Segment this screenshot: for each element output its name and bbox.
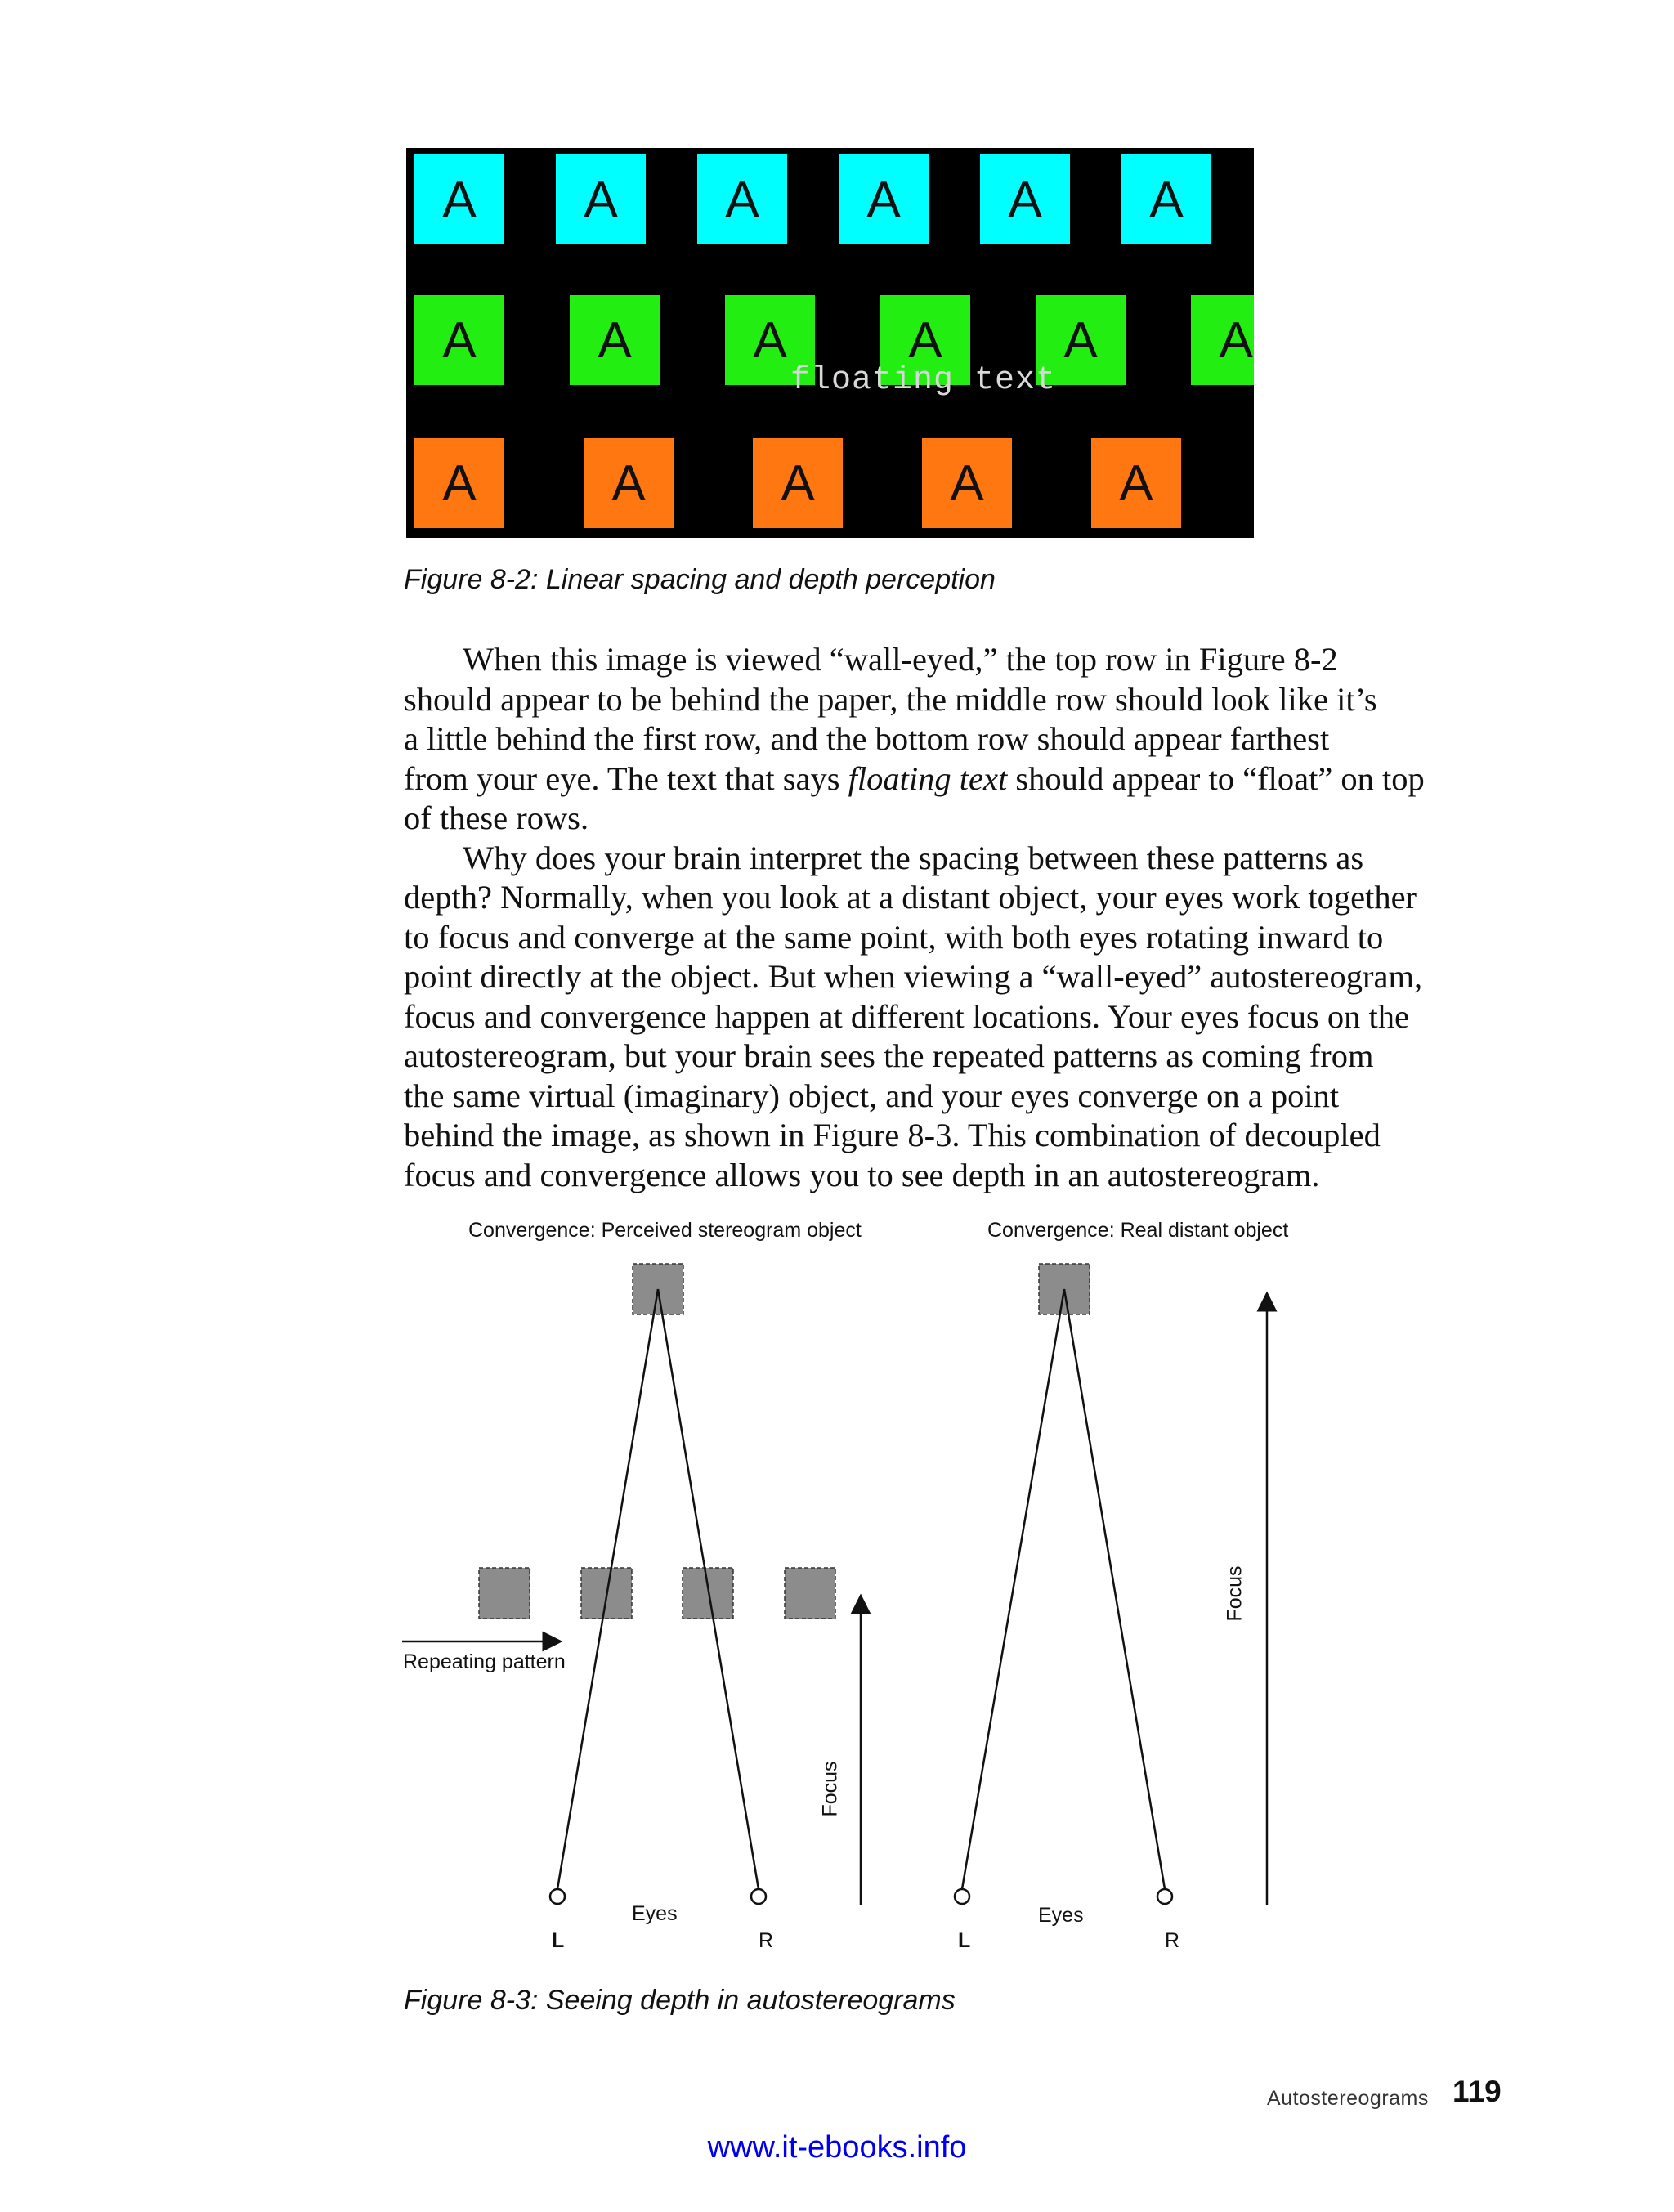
p2-line-9: focus and convergence allows you to see depth in an autostereogram.	[404, 1156, 1320, 1193]
tile-bottom-2: A	[584, 438, 674, 528]
p1-line-2: should appear to be behind the paper, the middle row should look like it’s	[404, 680, 1377, 718]
tile-middle-6: A	[1191, 295, 1254, 385]
focus-label-right: Focus	[1223, 1565, 1247, 1622]
p2-line-3: to focus and converge at the same point, with both eyes rotating inward to	[404, 918, 1384, 956]
p1-italic-floating-text: floating text	[848, 759, 1008, 797]
tile-top-6: A	[1121, 154, 1211, 244]
tile-top-2: A	[556, 154, 646, 244]
p2-line-5: focus and convergence happen at different locations. Your eyes focus on the	[404, 997, 1410, 1035]
p2-line-8: behind the image, as shown in Figure 8-3. This combination of decoupled	[404, 1117, 1381, 1153]
tile-bottom-1: A	[414, 438, 504, 528]
tile-top-1: A	[414, 154, 504, 244]
p1-line-3: a little behind the first row, and the bottom row should appear farthest	[404, 720, 1330, 757]
right-eye-circle-1	[751, 1889, 766, 1904]
tile-middle-3: A	[725, 295, 815, 385]
eyes-label-right: Eyes	[1038, 1904, 1084, 1927]
tile-bottom-5: A	[1091, 438, 1181, 528]
right-eye-label-1: R	[759, 1929, 774, 1952]
p2-line-1: Why does your brain interpret the spacing between these patterns as	[463, 839, 1364, 876]
eyes-label-left: Eyes	[632, 1902, 678, 1925]
focus-label-left: Focus	[818, 1761, 842, 1817]
running-footer-section: Autostereograms	[1267, 2087, 1429, 2110]
p1-line-4-start: from your eye. The text that says	[404, 759, 848, 797]
figure-8-2-caption: Figure 8-2: Linear spacing and depth perception	[404, 564, 996, 595]
p1-line-5: of these rows.	[404, 799, 589, 836]
right-eye-label-2: R	[1165, 1929, 1180, 1952]
right-eye-sightline-2	[1064, 1289, 1165, 1889]
right-eye-sightline-1	[658, 1289, 759, 1889]
left-eye-sightline-2	[962, 1289, 1064, 1889]
tile-middle-4: A	[880, 295, 970, 385]
tile-bottom-4: A	[922, 438, 1012, 528]
p2-line-2: depth? Normally, when you look at a distant object, your eyes work together	[404, 879, 1417, 916]
left-diagram-title: Convergence: Perceived stereogram object	[468, 1219, 862, 1242]
left-eye-label-2: L	[958, 1929, 971, 1952]
p2-line-6: autostereogram, but your brain sees the repeated patterns as coming from	[404, 1037, 1374, 1074]
left-eye-sightline-1	[557, 1289, 658, 1889]
right-eye-circle-2	[1157, 1889, 1172, 1904]
left-eye-circle-1	[550, 1889, 565, 1904]
pattern-box-4	[785, 1568, 835, 1619]
p1-line-4-end: should appear to “float” on top	[1007, 759, 1425, 797]
repeating-pattern-label: Repeating pattern	[403, 1650, 566, 1673]
tile-top-4: A	[839, 154, 929, 244]
pattern-box-1	[479, 1568, 530, 1619]
tile-middle-5: A	[1036, 295, 1126, 385]
p1-line-1: When this image is viewed “wall-eyed,” the top row in Figure 8-2	[463, 641, 1338, 678]
tile-top-3: A	[697, 154, 787, 244]
tile-middle-1: A	[414, 295, 504, 385]
left-eye-circle-2	[955, 1889, 969, 1904]
tile-middle-2: A	[570, 295, 660, 385]
floating-text-label: floating text	[790, 362, 1057, 399]
watermark-link[interactable]: www.it-ebooks.info	[707, 2130, 967, 2165]
right-diagram-title: Convergence: Real distant object	[987, 1219, 1289, 1242]
pattern-box-3	[683, 1568, 733, 1619]
tile-top-5: A	[980, 154, 1070, 244]
figure-8-3-caption: Figure 8-3: Seeing depth in autostereograms	[404, 1985, 956, 2016]
tile-bottom-3: A	[753, 438, 843, 528]
p2-line-4: point directly at the object. But when viewing a “wall-eyed” autostereogram,	[404, 958, 1423, 995]
left-eye-label-1: L	[552, 1929, 565, 1952]
page-number: 119	[1452, 2075, 1502, 2108]
p2-line-7: the same virtual (imaginary) object, and your eyes converge on a point	[404, 1077, 1340, 1114]
